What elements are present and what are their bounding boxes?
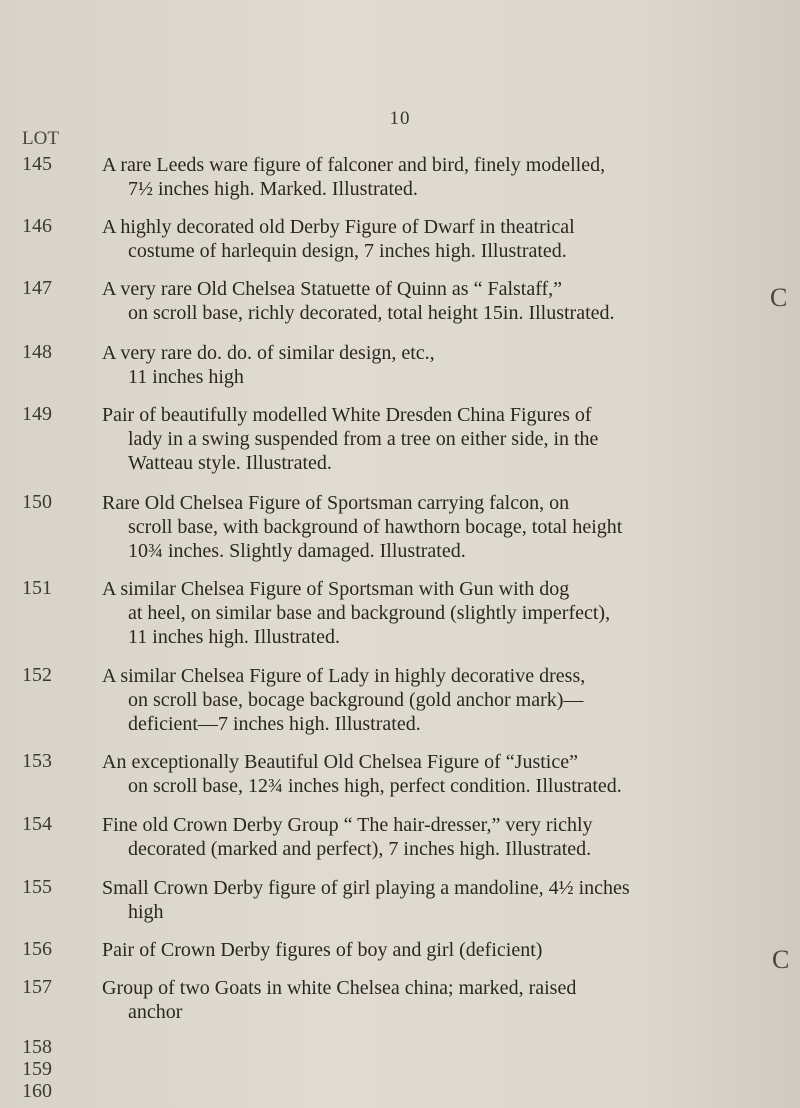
lot-description	[102, 341, 758, 389]
page-number: 10	[389, 108, 411, 129]
lot-description-line: decorated (marked and perfect), 7 inches high. Illustrated.	[128, 838, 592, 860]
lot-description	[102, 577, 758, 649]
lot-number: 160	[22, 1080, 52, 1102]
lot-description	[102, 813, 758, 861]
lot-description-line: A similar Chelsea Figure of Lady in highly decorative dress,	[102, 665, 586, 687]
lot-description-line: A rare Leeds ware figure of falconer and bird, finely modelled,	[102, 154, 606, 176]
lot-description-line: on scroll base, bocage background (gold anchor mark)—	[128, 689, 584, 711]
edge-mark-upper: C	[770, 283, 788, 312]
lot-number: 148	[22, 341, 52, 363]
lot-description-line: deficient—7 inches high. Illustrated.	[128, 713, 421, 735]
lot-number: 150	[22, 491, 52, 513]
lot-description-line: An exceptionally Beautiful Old Chelsea Figure of “Justice”	[102, 751, 578, 773]
lot-description-line: Rare Old Chelsea Figure of Sportsman carrying falcon, on	[102, 492, 570, 514]
lot-number: 155	[22, 876, 52, 898]
lot-description-line: 11 inches high	[128, 366, 244, 388]
lot-description-line: Fine old Crown Derby Group “ The hair-dresser,” very richly	[102, 814, 593, 836]
lot-description-line: high	[128, 901, 164, 923]
lot-description	[102, 876, 758, 924]
lot-description-line: 10¾ inches. Slightly damaged. Illustrated.	[128, 540, 466, 562]
lot-description-line: A very rare do. do. of similar design, etc.,	[102, 342, 435, 364]
lot-description	[102, 938, 758, 962]
lot-number: 158	[22, 1036, 52, 1058]
lot-description-line: on scroll base, 12¾ inches high, perfect condition. Illustrated.	[128, 775, 622, 797]
edge-mark-lower: C	[772, 945, 790, 974]
lot-description-line: on scroll base, richly decorated, total height 15in. Illustrated.	[128, 302, 615, 324]
lot-column-header: LOT	[22, 128, 59, 149]
lot-description	[102, 664, 758, 736]
lot-number: 145	[22, 153, 52, 175]
lot-description	[102, 277, 758, 325]
lot-description-line: Pair of Crown Derby figures of boy and girl (deficient)	[102, 939, 543, 961]
lot-description-line: lady in a swing suspended from a tree on either side, in the	[128, 428, 599, 450]
lot-description-line: A highly decorated old Derby Figure of Dwarf in theatrical	[102, 216, 575, 238]
lot-description-line: anchor	[128, 1001, 183, 1023]
lot-number: 151	[22, 577, 52, 599]
lot-number: 149	[22, 403, 52, 425]
lot-description-line: A similar Chelsea Figure of Sportsman with Gun with dog	[102, 578, 570, 600]
lot-description-line: costume of harlequin design, 7 inches high. Illustrated.	[128, 240, 567, 262]
lot-description-line: A very rare Old Chelsea Statuette of Quinn as “ Falstaff,”	[102, 278, 563, 300]
lot-description	[102, 403, 758, 475]
lot-number: 146	[22, 215, 52, 237]
lot-number: 152	[22, 664, 52, 686]
lot-description-line: Group of two Goats in white Chelsea china; marked, raised	[102, 977, 577, 999]
lot-number: 157	[22, 976, 52, 998]
lot-description	[102, 215, 758, 263]
lot-number: 156	[22, 938, 52, 960]
lot-number: 153	[22, 750, 52, 772]
lot-description-line: 11 inches high. Illustrated.	[128, 626, 340, 648]
lot-description-line: scroll base, with background of hawthorn bocage, total height	[128, 516, 623, 538]
lot-description	[102, 491, 758, 563]
lot-number: 159	[22, 1058, 52, 1080]
lot-description-line: at heel, on similar base and background (slightly imperfect),	[128, 602, 611, 624]
lot-description-line: 7½ inches high. Marked. Illustrated.	[128, 178, 418, 200]
lot-description	[102, 976, 758, 1024]
lot-description-line: Pair of beautifully modelled White Dresden China Figures of	[102, 404, 592, 426]
lot-description	[102, 750, 758, 798]
lot-number: 147	[22, 277, 52, 299]
lot-description-line: Watteau style. Illustrated.	[128, 452, 332, 474]
lot-description	[102, 153, 758, 201]
lot-description-line: Small Crown Derby figure of girl playing a mandoline, 4½ inches	[102, 877, 630, 899]
lot-number: 154	[22, 813, 52, 835]
